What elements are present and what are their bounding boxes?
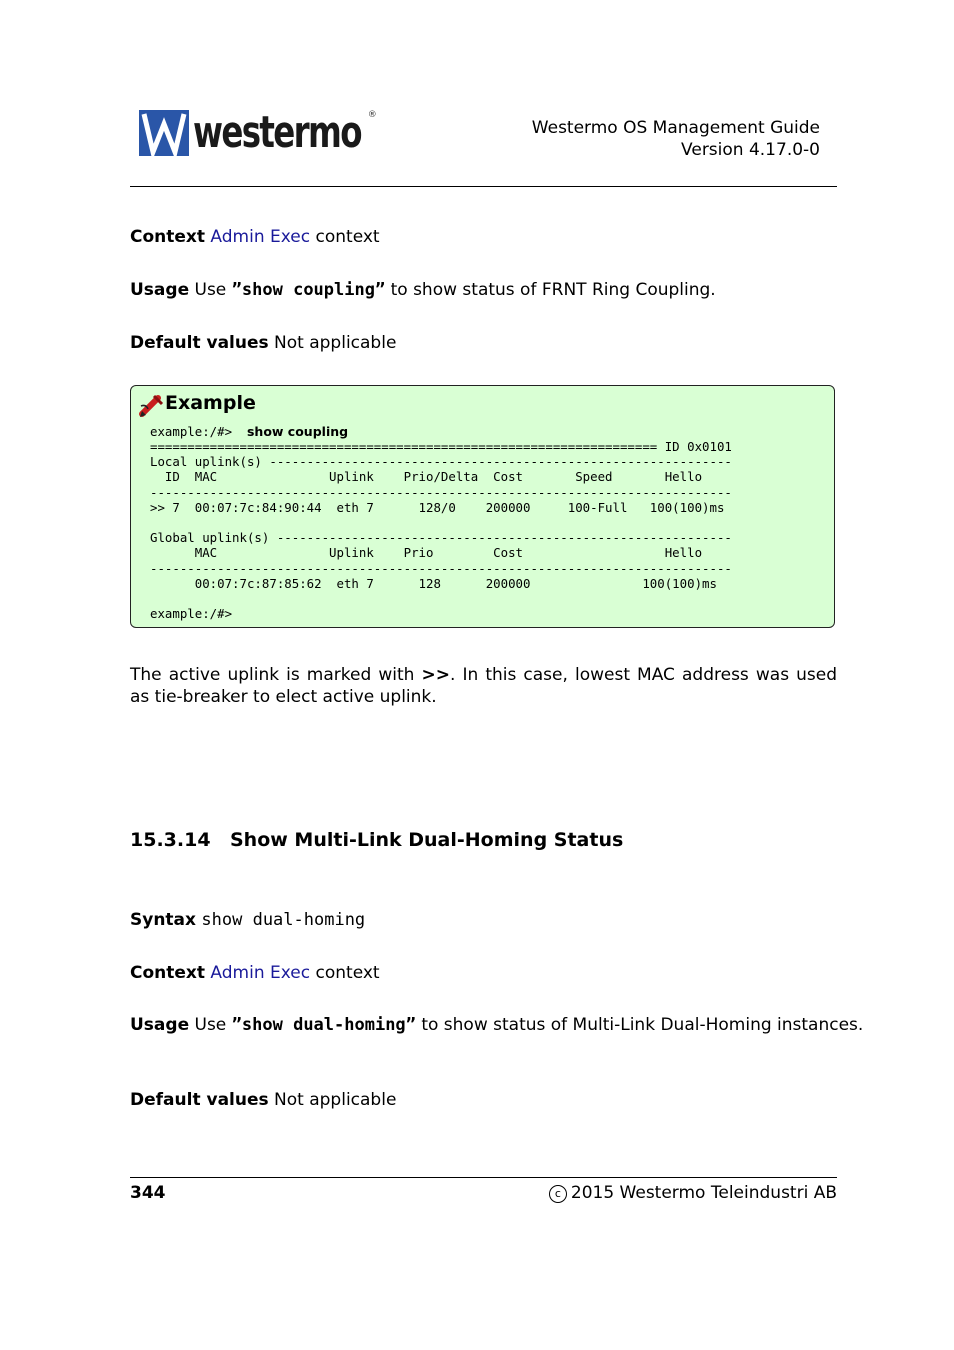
note-pre: The active uplink is marked with xyxy=(130,665,415,685)
footer-rule xyxy=(130,1177,837,1178)
context-label-2: Context xyxy=(130,963,206,983)
default-value: Not applicable xyxy=(274,333,397,353)
default-value-2: Not applicable xyxy=(274,1090,397,1110)
page-number: 344 xyxy=(130,1183,166,1203)
context-line xyxy=(130,226,837,248)
usage-line-2 xyxy=(130,1014,881,1036)
section-title: Show Multi-Link Dual-Homing Status xyxy=(230,829,624,851)
example-command: show coupling xyxy=(246,424,349,439)
context-line-2 xyxy=(130,962,837,984)
header-info xyxy=(532,117,820,161)
westermo-logo xyxy=(139,107,377,158)
guide-title: Westermo OS Management Guide xyxy=(531,118,820,138)
section-heading xyxy=(130,829,623,851)
copyright-icon: c xyxy=(549,1185,567,1203)
note-post: . In this case, lowest MAC address was used as tie-breaker to elect active uplink. xyxy=(130,665,838,707)
syntax-value: show dual-homing xyxy=(201,910,366,930)
footer-copyright xyxy=(549,1183,837,1203)
usage-command-2: ”show dual-homing” xyxy=(231,1015,416,1035)
section-number: 15.3.14 xyxy=(130,829,211,851)
usage-post-2: to show status of Multi-Link Dual-Homing instances. xyxy=(421,1015,864,1035)
pen-icon xyxy=(138,392,164,422)
syntax-label: Syntax xyxy=(130,910,196,930)
admin-exec-link[interactable]: Admin Exec xyxy=(210,227,311,247)
usage-post: to show status of FRNT Ring Coupling. xyxy=(390,280,716,300)
active-uplink-note xyxy=(130,664,837,708)
default-label-2: Default values xyxy=(130,1090,269,1110)
copyright-text: 2015 Westermo Teleindustri AB xyxy=(570,1183,837,1203)
guide-version: Version 4.17.0-0 xyxy=(681,140,820,160)
default-label: Default values xyxy=(130,333,269,353)
logo-wordmark: westermo xyxy=(193,107,361,158)
default-values-line xyxy=(130,332,837,354)
usage-pre: Use xyxy=(194,280,227,300)
context-label: Context xyxy=(130,227,206,247)
example-output: ==================================================================== ID 0x0101 Local uplink(s) -------------------------------------------------------------- ID MAC Uplink Prio/Delta Cost Speed Hello ------------------------------------------------------------------------------ >> 7 00:07:7c:84:90:44 eth 7 128/0 200000 100-Full 100(100)ms Global uplink(s) ------------------------------------------------------------- MAC Uplink Prio Cost Hello ------------------------------------------------------------------------------ 00:07:7c:87:85:62 eth 7 128 200000 100(100)ms example:/#> xyxy=(150,439,732,622)
westermo-logo-mark-icon xyxy=(139,110,189,156)
syntax-line xyxy=(130,909,837,931)
usage-label: Usage xyxy=(130,280,190,300)
context-rest-2: context xyxy=(315,963,380,983)
admin-exec-link-2[interactable]: Admin Exec xyxy=(210,963,311,983)
example-command-line xyxy=(150,424,348,439)
example-prompt: example:/#> xyxy=(150,424,233,439)
logo-registered-mark: ® xyxy=(367,110,377,120)
usage-line xyxy=(130,279,837,301)
header-rule xyxy=(130,186,837,187)
example-box xyxy=(130,385,835,628)
example-title: Example xyxy=(165,392,256,414)
context-rest: context xyxy=(315,227,380,247)
usage-label-2: Usage xyxy=(130,1015,190,1035)
default-values-line-2 xyxy=(130,1089,837,1111)
usage-pre-2: Use xyxy=(194,1015,227,1035)
note-marker: >> xyxy=(421,665,450,685)
usage-command: ”show coupling” xyxy=(231,280,386,300)
